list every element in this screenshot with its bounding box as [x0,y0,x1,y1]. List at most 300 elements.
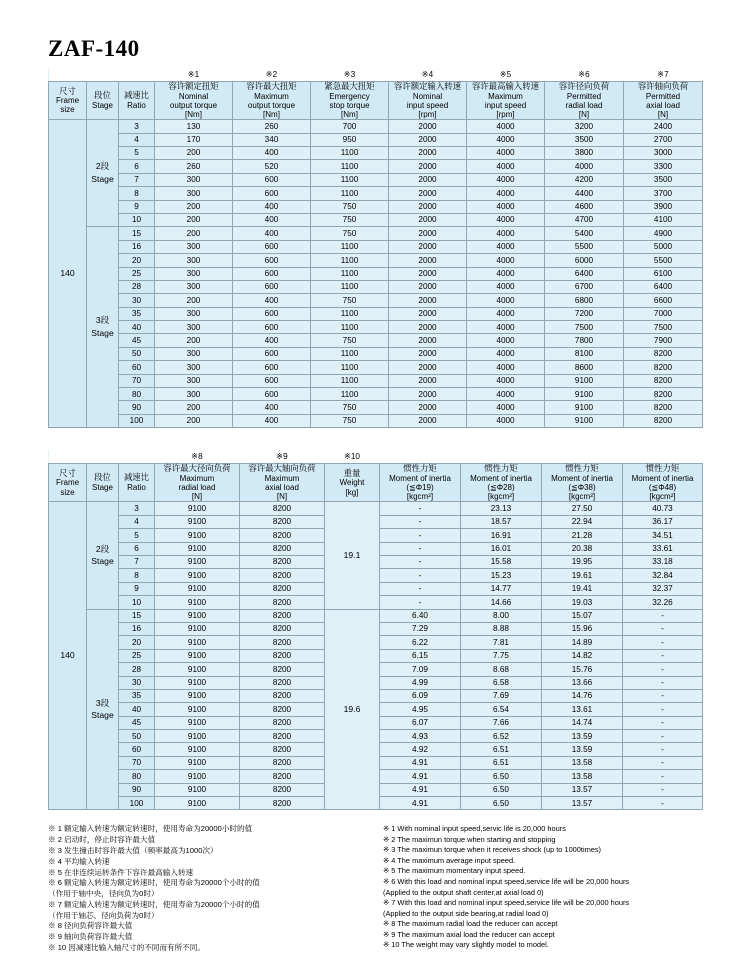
header-en: Weight [kg] [339,478,365,497]
value-cell: 4000 [467,334,545,347]
value-cell: 2000 [389,227,467,240]
value-cell: 8200 [240,529,325,542]
header-en: Maximum output torque [Nm] [247,91,296,120]
value-cell: 4000 [467,120,545,133]
value-cell: 8200 [240,797,325,810]
ratio-cell: 3 [119,120,155,133]
ratio-cell: 9 [119,582,155,595]
ratio-cell: 15 [119,227,155,240]
value-cell: 19.61 [542,569,623,582]
column-header-moment-of-inertia-38 [542,464,623,502]
value-cell: 8200 [240,770,325,783]
ratio-cell: 90 [119,783,155,796]
value-cell: 7.66 [461,716,542,729]
value-cell: 1100 [311,160,389,173]
ratio-cell: 30 [119,294,155,307]
value-cell: 4400 [545,187,624,200]
value-cell: 4000 [467,173,545,186]
column-header-maximum-input-speed [467,82,545,120]
value-cell: 4000 [467,280,545,293]
value-cell: 4.91 [380,770,461,783]
value-cell: 300 [155,240,233,253]
value-cell: - [623,756,703,769]
value-cell: 1100 [311,347,389,360]
column-header-nominal-input-speed [389,82,467,120]
value-cell: 1100 [311,321,389,334]
header-en: Moment of inertia (≦Φ38) [kgcm²] [551,473,613,502]
ratio-cell: 4 [119,515,155,528]
value-cell: 300 [155,187,233,200]
value-cell: 6600 [624,294,703,307]
frame-size-cell: 140 [49,120,87,428]
ratio-cell: 3 [119,502,155,515]
mark-spacer [119,68,155,82]
value-cell: 400 [233,227,311,240]
column-header-maximum-radial-load [155,464,240,502]
ratio-cell: 40 [119,321,155,334]
header-cn: 容许额定扭矩 [168,81,219,91]
column-header-ratio [119,464,155,502]
value-cell: 4.99 [380,676,461,689]
value-cell: 8200 [240,649,325,662]
stage-cell: 3段 Stage [87,609,119,810]
value-cell: 4000 [467,240,545,253]
value-cell: 4000 [467,187,545,200]
header-cn: 减速比 [123,472,150,483]
column-header-moment-of-inertia-19 [380,464,461,502]
column-header-ratio [119,82,155,120]
value-cell: 6.07 [380,716,461,729]
footnote-line: ※ 5 在非连续运转条件下容许最高输入转速 [48,867,194,877]
footnote-line: ※ 3 The maximun torque when it receives shock (up to 1000times) [383,845,602,855]
header-en: Moment of inertia (≦Φ28) [kgcm²] [470,473,532,502]
value-cell: 9100 [155,622,240,635]
value-cell: 4000 [467,267,545,280]
footnote-line: ※ 7 额定输入转速为额定转速时，使用寿命为20000个小时的值 [48,899,260,909]
ratio-cell: 20 [119,636,155,649]
footnote-line: ※ 4 平均输入转速 [48,856,110,866]
value-cell: 6000 [545,254,624,267]
value-cell: 4900 [624,227,703,240]
value-cell: 4000 [545,160,624,173]
mark-8: ※8 [155,450,240,464]
value-cell: 600 [233,187,311,200]
footnote-line: (Applied to the output shaft center,at axial load 0) [383,887,544,897]
ratio-cell: 25 [119,267,155,280]
value-cell: 9100 [155,596,240,609]
footnote-line: ※ 9 轴向负荷容许最大值 [48,932,133,942]
column-header-stage [87,82,119,120]
ratio-cell: 45 [119,716,155,729]
value-cell: 400 [233,147,311,160]
value-cell: 9100 [155,783,240,796]
mark-spacer [461,450,542,464]
ratio-cell: 60 [119,743,155,756]
value-cell: 13.57 [542,783,623,796]
value-cell: 6.50 [461,770,542,783]
ratio-cell: 35 [119,689,155,702]
mark-7: ※7 [624,68,703,82]
value-cell: 400 [233,401,311,414]
ratio-cell: 8 [119,569,155,582]
value-cell: 8200 [240,609,325,622]
value-cell: 700 [311,120,389,133]
value-cell: 6400 [545,267,624,280]
table-row [49,200,703,213]
value-cell: 600 [233,388,311,401]
header-en: Maximum axial load [N] [264,473,300,502]
ratio-cell: 6 [119,160,155,173]
ratio-cell: 25 [119,649,155,662]
value-cell: 750 [311,213,389,226]
value-cell: 8200 [240,783,325,796]
footnote-line: （作用于轴中央，径向负为0时） [48,889,159,899]
value-cell: 400 [233,334,311,347]
value-cell: 6700 [545,280,624,293]
value-cell: 15.23 [461,569,542,582]
ratio-cell: 70 [119,374,155,387]
table-row [49,187,703,200]
value-cell: 750 [311,334,389,347]
value-cell: 9100 [155,756,240,769]
value-cell: - [623,609,703,622]
value-cell: 8200 [240,582,325,595]
value-cell: 8200 [240,703,325,716]
value-cell: 8200 [240,756,325,769]
ratio-cell: 16 [119,240,155,253]
mark-10: ※10 [325,450,380,464]
value-cell: 750 [311,294,389,307]
value-cell: - [623,770,703,783]
value-cell: 9100 [155,703,240,716]
value-cell: 23.13 [461,502,542,515]
value-cell: 9100 [155,730,240,743]
footnote-line: ※ 2 The maximun torque when starting and stopping [383,834,556,844]
value-cell: 750 [311,200,389,213]
table-row [49,361,703,374]
header-en: Frame size [55,478,80,497]
value-cell: 19.41 [542,582,623,595]
ratio-cell: 28 [119,280,155,293]
value-cell: - [623,797,703,810]
ratio-cell: 15 [119,609,155,622]
value-cell: 600 [233,307,311,320]
footnote-line: ※ 10 The weight may vary slightly model to model. [383,940,549,950]
value-cell: 4.93 [380,730,461,743]
value-cell: 9100 [155,676,240,689]
value-cell: 14.74 [542,716,623,729]
value-cell: 9100 [155,555,240,568]
value-cell: 2000 [389,254,467,267]
value-cell: 6.50 [461,783,542,796]
value-cell: 3300 [624,160,703,173]
value-cell: 2000 [389,374,467,387]
column-header-moment-of-inertia-48 [623,464,703,502]
mark-spacer [119,450,155,464]
ratio-cell: 10 [119,596,155,609]
value-cell: 8200 [240,542,325,555]
table-row [49,388,703,401]
header-cn: 惯性力矩 [403,463,437,474]
value-cell: - [623,689,703,702]
footnote-line: ※ 3 发生撞击时容许最大值（频率最高为1000次） [48,845,218,855]
value-cell: 13.59 [542,743,623,756]
footnote-line: ※ 1 With nominal input speed,servic life is 20,000 hours [383,824,566,834]
header-cn: 容许径向负荷 [558,81,610,91]
value-cell: - [623,743,703,756]
value-cell: 40.73 [623,502,703,515]
header-cn: 惯性力矩 [484,463,518,474]
ratio-cell: 50 [119,347,155,360]
value-cell: 4000 [467,347,545,360]
footnote-line: ※ 7 With this load and nominal input speed,service life will be 20,000 hours [383,898,630,908]
value-cell: 2000 [389,267,467,280]
value-cell: - [623,663,703,676]
value-cell: 8200 [240,676,325,689]
value-cell: 33.18 [623,555,703,568]
value-cell: 9100 [155,502,240,515]
value-cell: 16.91 [461,529,542,542]
value-cell: 7.09 [380,663,461,676]
value-cell: 9100 [545,414,624,427]
value-cell: - [623,622,703,635]
value-cell: 13.58 [542,756,623,769]
mark-spacer [49,68,87,82]
value-cell: 13.61 [542,703,623,716]
value-cell: 6400 [624,280,703,293]
value-cell: 2000 [389,321,467,334]
value-cell: 6.54 [461,703,542,716]
value-cell: - [380,515,461,528]
value-cell: 950 [311,133,389,146]
value-cell: 4000 [467,213,545,226]
value-cell: 9100 [155,663,240,676]
value-cell: 600 [233,347,311,360]
value-cell: 5000 [624,240,703,253]
value-cell: 15.76 [542,663,623,676]
value-cell: 34.51 [623,529,703,542]
value-cell: 2000 [389,240,467,253]
value-cell: 300 [155,361,233,374]
value-cell: 9100 [155,770,240,783]
footnote-line: ※ 9 The maximum axial load the reducer can accept [383,929,555,939]
value-cell: 2400 [624,120,703,133]
value-cell: 300 [155,254,233,267]
column-header-nominal-output-torque [155,82,233,120]
value-cell: 16.01 [461,542,542,555]
value-cell: 2000 [389,160,467,173]
specifications-table-1-wrapper [48,68,702,428]
value-cell: 19.95 [542,555,623,568]
value-cell: 2000 [389,200,467,213]
table-row [49,133,703,146]
value-cell: 300 [155,321,233,334]
value-cell: 4600 [545,200,624,213]
value-cell: 14.76 [542,689,623,702]
header-en: Frame size [55,96,80,115]
value-cell: - [380,529,461,542]
header-cn: 容许最大轴向负荷 [248,463,316,474]
footnote-line: ※ 5 The maximum momentary input speed. [383,866,526,876]
value-cell: - [623,676,703,689]
value-cell: 9100 [545,401,624,414]
value-cell: 200 [155,227,233,240]
table-row [49,173,703,186]
value-cell: 2000 [389,401,467,414]
stage-cell: 2段 Stage [87,502,119,609]
value-cell: 200 [155,334,233,347]
value-cell: 8200 [240,636,325,649]
header-en: Moment of inertia (≦Φ48) [kgcm²] [631,473,694,502]
column-header-maximum-output-torque [233,82,311,120]
footnote-line: ※ 10 因减速比输入轴尺寸的不同而有所不同。 [48,943,205,952]
value-cell: 4000 [467,307,545,320]
table1-header-row [49,82,703,120]
table-row [49,502,703,515]
value-cell: 4000 [467,294,545,307]
value-cell: 200 [155,294,233,307]
value-cell: 7.29 [380,622,461,635]
value-cell: 8200 [624,414,703,427]
value-cell: 130 [155,120,233,133]
table-row [49,294,703,307]
value-cell: 600 [233,280,311,293]
value-cell: 2000 [389,388,467,401]
ratio-cell: 50 [119,730,155,743]
ratio-cell: 40 [119,703,155,716]
column-header-moment-of-inertia-28 [461,464,542,502]
value-cell: 600 [233,254,311,267]
value-cell: 36.17 [623,515,703,528]
value-cell: - [380,542,461,555]
value-cell: 340 [233,133,311,146]
value-cell: 7900 [624,334,703,347]
table-row [49,307,703,320]
ratio-cell: 90 [119,401,155,414]
value-cell: 4.91 [380,797,461,810]
value-cell: 300 [155,388,233,401]
value-cell: 2000 [389,133,467,146]
table1-body [49,120,703,428]
value-cell: 8200 [624,361,703,374]
ratio-cell: 10 [119,213,155,226]
ratio-cell: 5 [119,529,155,542]
footnote-line: （作用于轴芯、径向负荷为0时） [48,910,159,920]
mark-spacer [542,450,623,464]
value-cell: 1100 [311,388,389,401]
stage-cell: 2段 Stage [87,120,119,227]
header-en: Permitted radial load [N] [565,91,603,120]
header-cn: 段位 [94,90,111,101]
ratio-cell: 20 [119,254,155,267]
ratio-cell: 7 [119,555,155,568]
table-row [49,213,703,226]
footnote-line: ※ 4 The maximum average input speed. [383,855,516,865]
value-cell: 2000 [389,414,467,427]
value-cell: 8.68 [461,663,542,676]
value-cell: 8100 [545,347,624,360]
value-cell: 4700 [545,213,624,226]
value-cell: 8200 [240,569,325,582]
header-en: Ratio [127,483,146,493]
value-cell: 13.66 [542,676,623,689]
value-cell: 9100 [155,689,240,702]
value-cell: 9100 [155,797,240,810]
value-cell: 3200 [545,120,624,133]
value-cell: 32.84 [623,569,703,582]
value-cell: 200 [155,147,233,160]
value-cell: 3700 [624,187,703,200]
value-cell: 300 [155,374,233,387]
value-cell: 4000 [467,361,545,374]
value-cell: 300 [155,267,233,280]
header-cn: 段位 [94,472,111,483]
value-cell: 1100 [311,267,389,280]
ratio-cell: 9 [119,200,155,213]
value-cell: 2000 [389,294,467,307]
value-cell: 1100 [311,240,389,253]
table-row [49,401,703,414]
page-title: ZAF-140 [48,36,140,61]
mark-4: ※4 [389,68,467,82]
value-cell: 8200 [624,401,703,414]
table-row [49,240,703,253]
ratio-cell: 6 [119,542,155,555]
header-cn: 容许最大扭矩 [246,81,297,91]
value-cell: 33.61 [623,542,703,555]
footnote-line: ※ 6 With this load and nominal input speed,service life will be 20,000 hours [383,876,630,886]
column-header-weight [325,464,380,502]
value-cell: 600 [233,240,311,253]
value-cell: 1100 [311,374,389,387]
table-row [49,227,703,240]
value-cell: 8200 [240,555,325,568]
value-cell: 6.40 [380,609,461,622]
header-en: Stage [92,100,113,110]
value-cell: 9100 [155,716,240,729]
value-cell: 8.88 [461,622,542,635]
table-row [49,120,703,133]
value-cell: 4000 [467,374,545,387]
value-cell: 9100 [155,582,240,595]
header-en: Nominal output torque [Nm] [169,91,218,120]
value-cell: 6.50 [461,797,542,810]
value-cell: 8200 [240,515,325,528]
value-cell: 600 [233,267,311,280]
value-cell: 2000 [389,307,467,320]
header-en: Moment of inertia (≦Φ19) [kgcm²] [389,473,451,502]
header-en: Maximum radial load [N] [178,473,216,502]
value-cell: 9100 [155,529,240,542]
footnotes [48,824,708,953]
column-header-frame-size [49,82,87,120]
value-cell: 400 [233,294,311,307]
value-cell: 7.75 [461,649,542,662]
footnotes-english [383,824,708,953]
value-cell: 2000 [389,280,467,293]
table-row [49,160,703,173]
value-cell: 600 [233,321,311,334]
value-cell: 9100 [155,515,240,528]
value-cell: 3000 [624,147,703,160]
value-cell: 3500 [545,133,624,146]
table-row [49,147,703,160]
value-cell: - [380,502,461,515]
value-cell: 400 [233,414,311,427]
value-cell: 3500 [624,173,703,186]
value-cell: 260 [233,120,311,133]
mark-spacer [49,450,87,464]
